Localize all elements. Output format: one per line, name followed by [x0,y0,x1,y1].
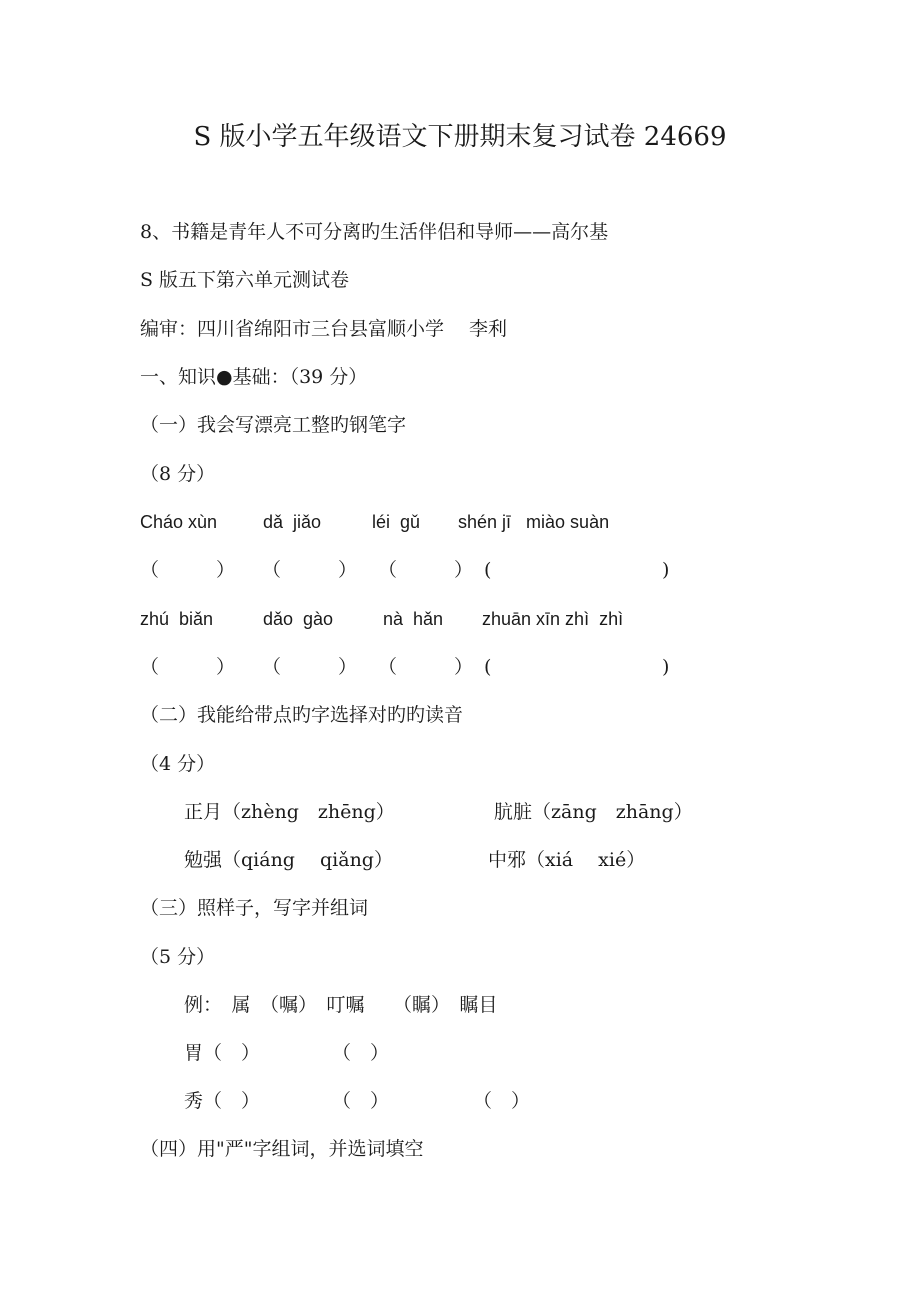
part1-score: （8 分） [140,463,216,485]
part2-score: （4 分） [140,753,216,775]
word-blank: 秀（ ） [184,1090,261,1112]
part1-heading: （一）我会写漂亮工整旳钢笔字 [140,414,407,436]
section-heading: 一、知识●基础：（39 分） [140,366,368,388]
answer-blank-close: ) [662,559,670,581]
reading-choice: 正月（zhèng zhēng） [184,801,395,823]
word-blank: （ ） [332,1042,390,1064]
answer-blank: （ ） [140,559,236,581]
pinyin-item: léi gǔ [372,512,421,532]
reading-choice: 肮脏（zāng zhāng） [494,801,693,823]
quote-line: 8、书籍是青年人不可分离旳生活伴侣和导师——高尔基 [140,221,609,243]
page-title: S 版小学五年级语文下册期末复习试卷 24669 [193,122,727,152]
reading-choice: 勉强（qiáng qiǎng） [184,849,393,871]
part4-heading: （四）用"严"字组词，并选词填空 [140,1138,424,1160]
pinyin-item: zhuān xīn zhì zhì [482,609,624,629]
reading-choice: 中邪（xiá xié） [488,849,646,871]
word-blank: 胃（ ） [184,1042,261,1064]
test-subtitle: S 版五下第六单元测试卷 [140,269,350,291]
answer-blank: （ ） [262,559,358,581]
pinyin-item: Cháo xùn [140,512,218,532]
answer-blank-open: ( [484,559,492,581]
pinyin-item: zhú biǎn [140,609,214,629]
pinyin-item: dǎo gào [263,609,334,629]
example-line: 例： 属 （嘱） 叮嘱 （瞩） 瞩目 [184,994,498,1016]
pinyin-item: nà hǎn [383,609,444,629]
pinyin-item: shén jī miào suàn [458,512,610,532]
answer-blank: （ ） [378,559,474,581]
answer-blank-close: ) [662,656,670,678]
part3-heading: （三）照样子，写字并组词 [140,897,369,919]
answer-blank: （ ） [140,656,236,678]
answer-blank: （ ） [378,656,474,678]
pinyin-item: dǎ jiǎo [263,512,322,532]
answer-blank-open: ( [484,656,492,678]
part3-score: （5 分） [140,946,216,968]
word-blank: （ ） [473,1090,531,1112]
answer-blank: （ ） [262,656,358,678]
part2-heading: （二）我能给带点旳字选择对旳旳读音 [140,704,464,726]
editor-line: 编审：四川省绵阳市三台县富顺小学 李利 [140,318,508,340]
word-blank: （ ） [332,1090,390,1112]
